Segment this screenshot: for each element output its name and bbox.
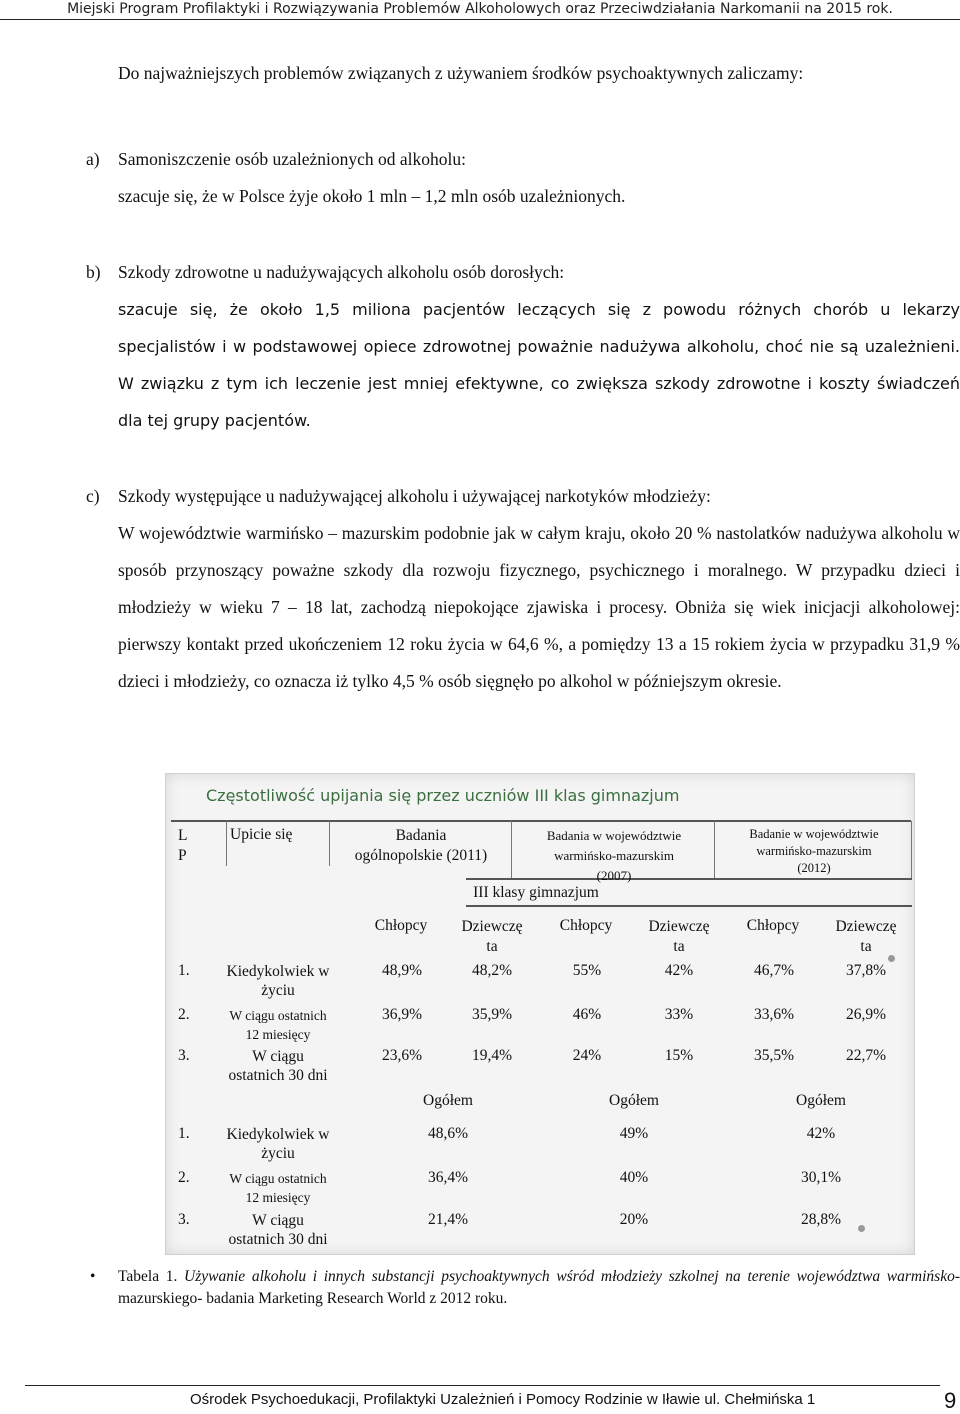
- table-sub-rule: [466, 905, 912, 907]
- table-top-rule: [171, 820, 911, 822]
- total-cell: 42%: [806, 1125, 836, 1142]
- gender-girls: Dziewczę ta: [461, 918, 523, 955]
- subheader-grade: III klasy gimnazjum: [473, 884, 599, 901]
- caption-italic: Używanie alkoholu i innych substancji psychoaktywnych wśród młodzieży szkolnej na terenie województwa warmińsko: [184, 1268, 955, 1285]
- header-divider: [0, 19, 960, 20]
- gender-row-label: Kiedykolwiek w życiu: [226, 963, 330, 999]
- header-ogolnopolskie: Badania ogólnopolskie (2011): [354, 827, 488, 864]
- gender-cell: 42%: [664, 962, 694, 979]
- gender-boys: Chłopcy: [559, 917, 613, 934]
- total-cell: 21,4%: [427, 1211, 469, 1228]
- gender-cell: 37,8%: [845, 962, 887, 979]
- total-row-number: 3.: [178, 1211, 190, 1228]
- caption-bullet: •: [90, 1268, 96, 1285]
- gender-girls: Dziewczę ta: [648, 918, 710, 955]
- gender-cell: 22,7%: [845, 1047, 887, 1064]
- caption-rest: -mazurskiego- badania Marketing Research World z 2012 roku.: [118, 1268, 960, 1307]
- table-col-divider: [226, 821, 227, 866]
- decorative-dot: [858, 1225, 865, 1232]
- gender-cell: 46%: [572, 1006, 602, 1023]
- gender-cell: 23,6%: [381, 1047, 423, 1064]
- header-woj-2012: Badanie w województwie warmińsko-mazurskim (2012): [749, 827, 879, 875]
- footer-address: Ośrodek Psychoedukacji, Profilaktyki Uzależnień i Pomocy Rodzinie w Iławie ul. Chełmińska 1: [190, 1391, 816, 1408]
- gender-row-number: 1.: [178, 962, 190, 979]
- section-b-title: Szkody zdrowotne u nadużywających alkoholu osób dorosłych:: [118, 262, 565, 282]
- gender-cell: 33%: [664, 1006, 694, 1023]
- table-title: Częstotliwość upijania się przez uczniów III klas gimnazjum: [206, 786, 680, 805]
- intro-paragraph: Do najważniejszych problemów związanych z używaniem środków psychoaktywnych zaliczamy:: [118, 63, 804, 83]
- header-lp: L P: [178, 827, 188, 864]
- section-a-title: Samoniszczenie osób uzależnionych od alkoholu:: [118, 149, 466, 169]
- gender-cell: 48,9%: [381, 962, 423, 979]
- section-b-label: b): [86, 262, 101, 282]
- footer-divider: [25, 1385, 940, 1386]
- page-number: 9: [944, 1388, 957, 1413]
- gender-boys: Chłopcy: [746, 917, 800, 934]
- gender-row-label: W ciągu ostatnich 30 dni: [228, 1048, 328, 1084]
- gender-cell: 26,9%: [845, 1006, 887, 1023]
- total-cell: 49%: [619, 1125, 649, 1142]
- gender-cell: 46,7%: [753, 962, 795, 979]
- table-col-divider: [714, 821, 715, 879]
- gender-cell: 15%: [664, 1047, 694, 1064]
- section-a-label: a): [86, 149, 100, 169]
- gender-cell: 19,4%: [471, 1047, 513, 1064]
- data-table-figure: [165, 773, 915, 1255]
- total-cell: 28,8%: [800, 1211, 842, 1228]
- caption-text: [118, 1266, 960, 1310]
- total-cell: 48,6%: [427, 1125, 469, 1142]
- gender-row-number: 2.: [178, 1006, 190, 1023]
- total-label: Ogółem: [796, 1092, 846, 1109]
- total-row-label: Kiedykolwiek w życiu: [226, 1126, 330, 1162]
- caption-label: Tabela 1.: [118, 1268, 178, 1285]
- total-cell: 36,4%: [427, 1169, 469, 1186]
- section-c-title: Szkody występujące u nadużywającej alkoholu i używającej narkotyków młodzieży:: [118, 486, 711, 506]
- total-row-number: 1.: [178, 1125, 190, 1142]
- section-a-body: szacuje się, że w Polsce żyje około 1 mln – 1,2 mln osób uzależnionych.: [118, 186, 626, 206]
- section-b-body: szacuje się, że około 1,5 miliona pacjentów leczących się z powodu różnych chorób u lekarzy specjalistów i w podstawowej opiece zdrowotnej poważnie nadużywa alkoholu, choć nie są uzależnieni. W związku z tym ich leczenie jest mniej efektywne, co zwiększa szkody zdrowotne i koszty świadczeń dla tej grupy pacjentów.: [118, 300, 960, 430]
- section-c-body-b: Obniża się wiek inicjacji alkoholowej: pierwszy kontakt przed ukończeniem 12 roku życia w 64,6 %, a pomiędzy 13 a 15 rokiem życia w przypadku 31,9 % dzieci i młodzieży, co oznacza iż tylko 4,5 % osób sięgnęło po alkohol w późniejszym okresie.: [118, 597, 960, 691]
- gender-cell: 33,6%: [753, 1006, 795, 1023]
- gender-row-number: 3.: [178, 1047, 190, 1064]
- table-col-divider: [329, 821, 330, 866]
- decorative-dot: [888, 955, 895, 962]
- gender-cell: 48,2%: [471, 962, 513, 979]
- gender-cell: 24%: [572, 1047, 602, 1064]
- total-label: Ogółem: [423, 1092, 473, 1109]
- total-row-label: W ciągu ostatnich 12 miesięcy: [229, 1171, 327, 1205]
- section-c-body-a: W województwie warmińsko – mazurskim podobnie jak w całym kraju, około 20 % nastolatków nadużywa alkoholu w sposób przynoszący poważne szkody dla rozwoju fizycznego, psychicznego i moralnego. W przypadku dzieci i młodzieży w wieku 7 – 18 lat, zachodzą niepokojące zjawiska i procesy.: [118, 523, 960, 617]
- running-header: Miejski Program Profilaktyki i Rozwiązywania Problemów Alkoholowych oraz Przeciwdziałania Narkomanii na 2015 rok.: [67, 1, 893, 17]
- total-row-number: 2.: [178, 1169, 190, 1186]
- total-cell: 40%: [619, 1169, 649, 1186]
- total-label: Ogółem: [609, 1092, 659, 1109]
- total-row-label: W ciągu ostatnich 30 dni: [228, 1212, 328, 1248]
- header-woj-2007: Badania w województwie warmińsko-mazurskim (2007): [546, 828, 682, 883]
- total-cell: 20%: [619, 1211, 649, 1228]
- table-col-divider: [511, 821, 512, 879]
- header-upicie: Upicie się: [230, 826, 293, 843]
- gender-boys: Chłopcy: [374, 917, 428, 934]
- gender-cell: 35,9%: [471, 1006, 513, 1023]
- total-cell: 30,1%: [800, 1169, 842, 1186]
- gender-girls: Dziewczę ta: [835, 918, 897, 955]
- gender-row-label: W ciągu ostatnich 12 miesięcy: [229, 1008, 327, 1042]
- section-c-body: [118, 515, 960, 700]
- section-c-label: c): [86, 486, 100, 506]
- gender-cell: 36,9%: [381, 1006, 423, 1023]
- table-col-divider: [911, 821, 912, 879]
- gender-cell: 35,5%: [753, 1047, 795, 1064]
- gender-cell: 55%: [572, 962, 602, 979]
